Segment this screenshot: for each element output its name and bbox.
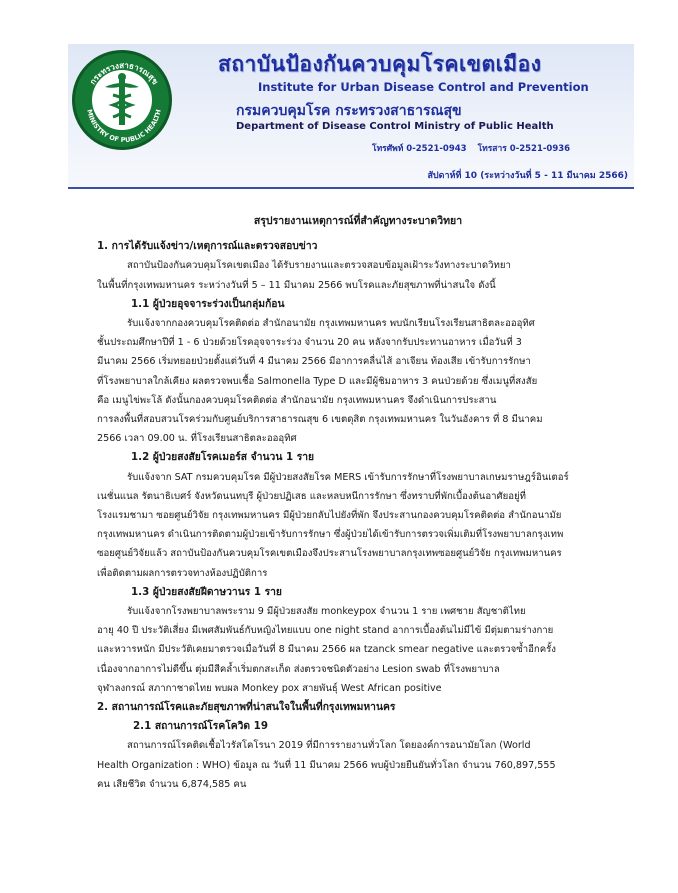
paragraph-line: สถานการณ์โรคติดเชื้อไวรัสโคโรนา 2019 ที่มีการรายงานทั่วโลก โดยองค์การอนามัยโลก (World (127, 740, 531, 752)
section-1-2-heading: 1.2 ผู้ป่วยสงสัยโรคเมอร์ส จำนวน 1 ราย (131, 451, 315, 464)
paragraph-line: อายุ 40 ปี ประวัติเสี่ยง มีเพศสัมพันธ์กับหญิงไทยแบบ one night stand อาการเบื้องต้นไม่มีไข้ มีตุ่มตามร่างกาย (97, 625, 554, 637)
report-title: สรุปรายงานเหตุการณ์ที่สำคัญทางระบาดวิทยา (253, 215, 463, 227)
section-2-1-heading: 2.1 สถานการณ์โรคโควิด 19 (133, 720, 269, 733)
paragraph-line: ชั้นประถมศึกษาปีที่ 1 - 6 ป่วยด้วยโรคอุจจาระร่วง จำนวน 20 คน หลังจากรับประทานอาหาร เมื่อวันที่ 3 (97, 337, 522, 349)
paragraph-line: 2566 เวลา 09.00 น. ที่โรงเรียนสาธิตละอออุทิศ (97, 433, 297, 445)
header-banner (68, 44, 634, 189)
paragraph-line: การลงพื้นที่สอบสวนโรคร่วมกับศูนย์บริการสาธารณสุข 6 เขตดุสิต กรุงเทพมหานคร ในวันอังคาร ที่ 8 มีนาคม (97, 414, 543, 426)
paragraph-line: เนื่องจากอาการไม่ดีขึ้น ตุ่มมีสีคล้ำเริ่มตกสะเก็ด ส่งตรวจชนิดตัวอย่าง Lesion swab ที่โรงพยาบาล (97, 663, 500, 675)
paragraph-line: ที่โรงพยาบาลใกล้เคียง ผลตรวจพบเชื้อ Salmonella Type D และมีผู้ชิมอาหาร 3 คนป่วยด้วย ซึ่งเมนูที่สงสัย (97, 375, 538, 387)
paragraph-line: และหวารหนัก มีประวัติเคยมาตรวจเมื่อวันที่ 8 มีนาคม 2566 ผล tzanck smear negative และตรวจซ้ำอีกครั้ง (97, 644, 556, 656)
paragraph-line: กรุงเทพมหานคร ดำเนินการติดตามผู้ป่วยเข้ารับการรักษา ซึ่งผู้ป่วยได้เข้ารับการตรวจเพิ่มเติมที่โรงพยาบาลกรุงเทพ (97, 529, 564, 541)
institute-english-title: Institute for Urban Disease Control and Prevention (258, 80, 589, 94)
paragraph-line: โรงแรมชามา ซอยศูนย์วิจัย กรุงเทพมหานคร มีผู้ป่วยกลับไปยังที่พัก จึงประสานกองควบคุมโรคติดต่อ สำนักอนามัย (97, 510, 562, 522)
phone-number: โทรศัพท์ 0-2521-0943 (372, 144, 467, 154)
paragraph-line: มีนาคม 2566 เริ่มทยอยป่วยตั้งแต่วันที่ 4 มีนาคม 2566 มีอาการคลื่นไส้ อาเจียน ท้องเสีย เข้ารับการรักษา (97, 356, 531, 368)
paragraph-line: เนชั่นแนล รัตนาธิเบศร์ จังหวัดนนทบุรี ผู้ป่วยปฏิเสธ และหลบหนีการรักษา ซึ่งทราบที่พักเบื้องต้นอาศัยอยู่ที่ (97, 490, 526, 502)
logo-text-en: MINISTRY OF PUBLIC HEALTH (85, 108, 163, 145)
caduceus-icon (75, 53, 175, 153)
paragraph-line: ซอยศูนย์วิจัยแล้ว สถาบันป้องกันควบคุมโรคเขตเมืองจึงประสานโรงพยาบาลกรุงเทพซอยศูนย์วิจัย กรุงเทพมหานคร (97, 548, 562, 560)
paragraph-line: เพื่อติดตามผลการตรวจทางห้องปฏิบัติการ (97, 567, 268, 579)
section-1-heading: 1. การได้รับแจ้งข่าว/เหตุการณ์และตรวจสอบข่าว (97, 240, 318, 253)
paragraph-line: คือ เมนูไข่พะโล้ ดังนั้นกองควบคุมโรคติดต่อ สำนักอนามัย กรุงเทพมหานคร จึงดำเนินการประสาน (97, 394, 497, 406)
paragraph-line: จุฬาลงกรณ์ สภากาชาดไทย พบผล Monkey pox สายพันธุ์ West African positive (97, 682, 442, 694)
paragraph-line: รับแจ้งจากกองควบคุมโรคติดต่อ สำนักอนามัย กรุงเทพมหานคร พบนักเรียนโรงเรียนสาธิตละอออุทิศ (127, 318, 535, 330)
department-english-title: Department of Disease Control Ministry of Public Health (236, 121, 554, 132)
section-2-1-paragraph (97, 736, 619, 794)
section-2-heading: 2. สถานการณ์โรคและภัยสุขภาพที่น่าสนใจในพื้นที่กรุงเทพมหานคร (97, 701, 396, 714)
paragraph-line: สถาบันป้องกันควบคุมโรคเขตเมือง ได้รับรายงานและตรวจสอบข้อมูลเฝ้าระวังทางระบาดวิทยา (127, 260, 511, 272)
paragraph-line: รับแจ้งจาก SAT กรมควบคุมโรค มีผู้ป่วยสงสัยโรค MERS เข้ารับการรักษาที่โรงพยาบาลเกษมราษฎร์อินเตอร์ (127, 471, 569, 483)
paragraph-line: ในพื้นที่กรุงเทพมหานคร ระหว่างวันที่ 5 – 11 มีนาคม 2566 พบโรคและภัยสุขภาพที่น่าสนใจ ดังนี้ (97, 279, 496, 291)
section-1-paragraph (97, 256, 619, 294)
report-body (97, 212, 619, 794)
ministry-logo (72, 50, 172, 150)
logo-text-th: กระทรวงสาธารณสุข (88, 60, 160, 87)
department-thai-title: กรมควบคุมโรค กระทรวงสาธารณสุข (236, 103, 462, 119)
fax-number: โทรสาร 0-2521-0936 (477, 144, 571, 154)
section-1-3-heading: 1.3 ผู้ป่วยสงสัยฝีดาษวานร 1 ราย (131, 585, 282, 598)
section-1-1-paragraph (97, 314, 619, 448)
institute-thai-title: สถาบันป้องกันควบคุมโรคเขตเมือง (218, 52, 542, 76)
section-1-1-heading: 1.1 ผู้ป่วยอุจจาระร่วงเป็นกลุ่มก้อน (131, 297, 285, 310)
paragraph-line: คน เสียชีวิต จำนวน 6,874,585 คน (97, 778, 247, 790)
paragraph-line: รับแจ้งจากโรงพยาบาลพระราม 9 มีผู้ป่วยสงสัย monkeypox จำนวน 1 ราย เพศชาย สัญชาติไทย (127, 606, 526, 618)
contact-info (372, 141, 578, 155)
section-1-3-paragraph (97, 602, 619, 698)
paragraph-line: Health Organization : WHO) ข้อมูล ณ วันที่ 11 มีนาคม 2566 พบผู้ป่วยยืนยันทั่วโลก จำนวน 760,897,555 (97, 759, 556, 771)
section-1-2-paragraph (97, 468, 619, 583)
week-range: สัปดาห์ที่ 10 (ระหว่างวันที่ 5 - 11 มีนาคม 2566) (427, 171, 628, 181)
